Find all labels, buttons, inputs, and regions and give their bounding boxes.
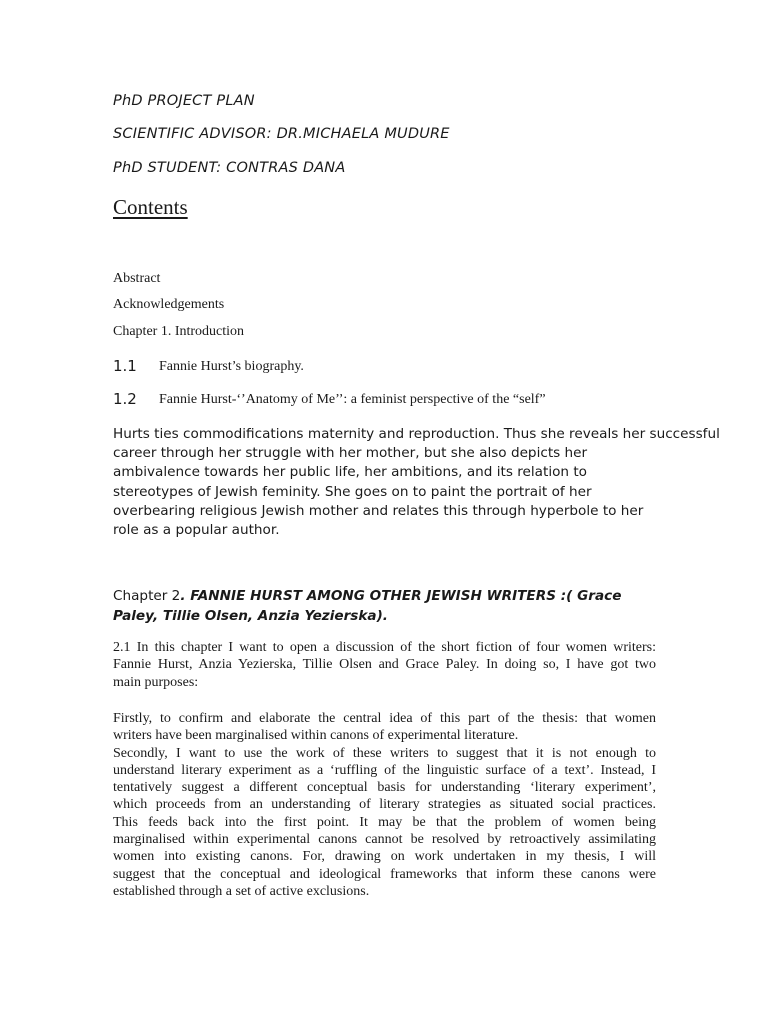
phd-student-line: PhD STUDENT: CONTRAS DANA [113,160,346,176]
contents-title: Contents [113,195,188,219]
paragraph-line: Hurts ties commodifications maternity and reproduction. Thus she reveals her successful [113,426,720,442]
section-2-1-paragraph [113,639,656,691]
chapter-2-title-line2: Paley, Tillie Olsen, Anzia Yezierska). [113,607,388,624]
scientific-advisor-line: SCIENTIFIC ADVISOR: DR.MICHAELA MUDURE [113,126,450,142]
chapter-2-heading [113,587,643,626]
paragraph-line: Secondly, I want to use the work of these writers to suggest that it is not enough to [113,745,656,761]
section-1-2-paragraph [113,425,720,540]
section-title-1-2: Fannie Hurst-‘’Anatomy of Me’’: a feminist perspective of the “self” [159,392,546,407]
paragraph-line: suggest that the conceptual and ideological frameworks that inform these canons were [113,866,656,882]
paragraph-line: Firstly, to confirm and elaborate the central idea of this part of the thesis: that women [113,711,656,726]
paragraph-line: writers have been marginalised within canons of experimental literature. [113,728,519,744]
purposes-paragraph [113,710,656,900]
paragraph-line: This feeds back into the first point. It may be that the problem of women being [113,814,656,830]
paragraph-line: marginalised within experimental canons cannot be resolved by retroactively assimilating [113,832,656,848]
toc-item-abstract: Abstract [113,271,161,286]
project-plan-heading: PhD PROJECT PLAN [113,93,255,109]
paragraph-line: main purposes: [113,674,199,690]
paragraph-line: tentatively suggest a different conceptual basis for understanding ‘literary experiment’, [113,780,656,796]
section-number-1-1: 1.1 [113,357,137,375]
toc-item-acknowledgements: Acknowledgements [113,297,225,312]
paragraph-line: career through her struggle with her mother, but she also depicts her [113,445,588,462]
chapter-2-prefix: Chapter 2 [113,588,181,604]
toc-item-chapter-1: Chapter 1. Introduction [113,324,245,339]
paragraph-line: stereotypes of Jewish feminity. She goes on to paint the portrait of her [113,483,592,500]
section-title-1-1: Fannie Hurst’s biography. [159,359,304,374]
paragraph-line: role as a popular author. [113,522,280,539]
paragraph-line: understand literary experiment as a ‘ruffling of the linguistic surface of a text’. Instead, I [113,762,656,778]
paragraph-line: 2.1 In this chapter I want to open a discussion of the short fiction of four women writers: [113,640,656,655]
paragraph-line: established through a set of active exclusions. [113,883,370,899]
chapter-2-title-line1: . FANNIE HURST AMONG OTHER JEWISH WRITERS :( Grace [180,588,622,604]
section-number-1-2: 1.2 [113,390,137,408]
paragraph-line: overbearing religious Jewish mother and relates this through hyperbole to her [113,502,644,519]
paragraph-line: women into existing canons. For, drawing on work undertaken in my thesis, I will [113,849,656,865]
paragraph-line: Fannie Hurst, Anzia Yezierska, Tillie Olsen and Grace Paley. In doing so, I have got two [113,657,656,673]
paragraph-line: which proceeds from an understanding of literary strategies as situated social practices. [113,797,656,813]
paragraph-line: ambivalence towards her public life, her ambitions, and its relation to [113,464,588,481]
